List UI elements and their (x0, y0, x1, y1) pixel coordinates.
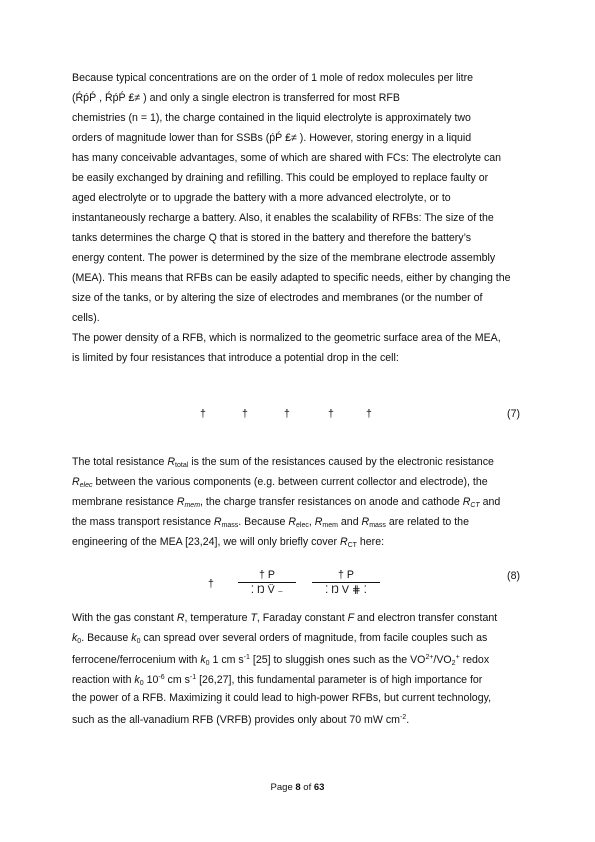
text-line: is limited by four resistances that introduce a potential drop in the cell: (72, 352, 399, 364)
fraction-2 (312, 568, 380, 597)
fraction-1 (238, 568, 296, 597)
text-line: With the gas constant R, temperature T, Faraday constant F and electron transfer constant (72, 612, 498, 624)
equation-8 (72, 568, 524, 604)
page-number-footer (0, 782, 595, 793)
text-line: engineering of the MEA [23,24], we will only briefly cover $R_{CT}$ here: (72, 536, 385, 549)
equation-number: (8) (507, 570, 520, 582)
text-line: such as the all-vanadium RFB (VRFB) provides only about 70 mW $cm^{-2}$. (72, 714, 410, 726)
footer-separator: of (300, 782, 314, 793)
text-line: orders of magnitude lower than for SSBs (ṕṔ ₤≠ ). However, storing energy in a liquid (72, 132, 472, 144)
text-line: The total resistance $R_{total}$ is the sum of the resistances caused by the electronic resistance (72, 456, 494, 469)
text-line: the power of a RFB. Maximizing it could lead to high-power RFBs, but current technology, (72, 692, 492, 704)
paragraph-intro (72, 68, 524, 368)
text-line: membrane resistance $R_{mem}$, the charge transfer resistances on anode and cathode $R_{CT}$ and (72, 496, 501, 509)
text-line: (MEA). This means that RFBs can be easily adapted to specific needs, either by changing the (72, 272, 511, 284)
text-line: cells). (72, 312, 100, 324)
equation-symbol: † (366, 408, 372, 420)
total-page-count: 63 (313, 782, 325, 793)
text-line: aged electrolyte or to upgrade the battery with a more advanced electrolyte, or to (72, 192, 451, 204)
equation-symbol: † (208, 578, 214, 590)
equation-symbol: † (284, 408, 290, 420)
fraction-numerator: † P (259, 569, 275, 581)
text-line-content: chemistries (n = 1), the charge contained in the liquid electrolyte is approximately two (72, 112, 471, 124)
footer-prefix: Page (270, 782, 296, 793)
text-line: has many conceivable advantages, some of which are shared with FCs: The electrolyte can (72, 152, 502, 164)
text-line (72, 108, 524, 128)
equation-7 (72, 408, 524, 428)
text-line: $k_0$. Because $k_0$ can spread over several orders of magnitude, from facile couples such as (72, 632, 488, 645)
text-line: The power density of a RFB, which is normalized to the geometric surface area of the MEA, (72, 332, 501, 344)
paragraph-kinetics (72, 608, 524, 728)
text-line: reaction with $k_0$ $10^{-6}$ cm $s^{-1}$ [26,27], this fundamental parameter is of high importance for (72, 674, 483, 687)
fraction-denominator: ⁚ Ŋ V ⋕ ⁚ (324, 584, 368, 596)
equation-symbol: † (200, 408, 206, 420)
text-line: energy content. The power is determined by the size of the membrane electrode assembly (72, 252, 496, 264)
text-line: ferrocene/ferrocenium with $k_0$ 1 cm $s^{-1}$ [25] to sluggish ones such as the $VO^{2+}/VO_2^+$ redox (72, 654, 490, 667)
equation-number: (7) (507, 408, 520, 420)
current-page-number: 8 (295, 782, 301, 793)
text-line: the mass transport resistance $R_{mass}$. Because $R_{elec}$, $R_{mem}$ and $R_{mass}$ are related to the (72, 516, 469, 529)
text-line: Because typical concentrations are on the order of 1 mole of redox molecules per litre (72, 72, 474, 84)
text-line: be easily exchanged by draining and refilling. This could be employed to replace faulty or (72, 172, 489, 184)
equation-symbol: † (328, 408, 334, 420)
text-line: $R_{elec}$ between the various components (e.g. between current collector and electrode), the (72, 476, 488, 489)
text-line: instantaneously recharge a battery. Also, it enables the scalability of RFBs: The size of the (72, 212, 494, 224)
paragraph-resistances (72, 452, 524, 552)
fraction-numerator: † P (338, 569, 354, 581)
text-line: size of the tanks, or by altering the size of electrodes and membranes (or the number of (72, 292, 483, 304)
text-line: tanks determines the charge Q that is stored in the battery and therefore the battery’s (72, 232, 472, 244)
equation-symbol: † (242, 408, 248, 420)
fraction-denominator: ⁚ Ŋ V̈ ₋ (250, 584, 284, 596)
text-line: (ŔṕṔ , ŔṕṔ ₤≠ ) and only a single electron is transferred for most RFB (72, 92, 400, 104)
